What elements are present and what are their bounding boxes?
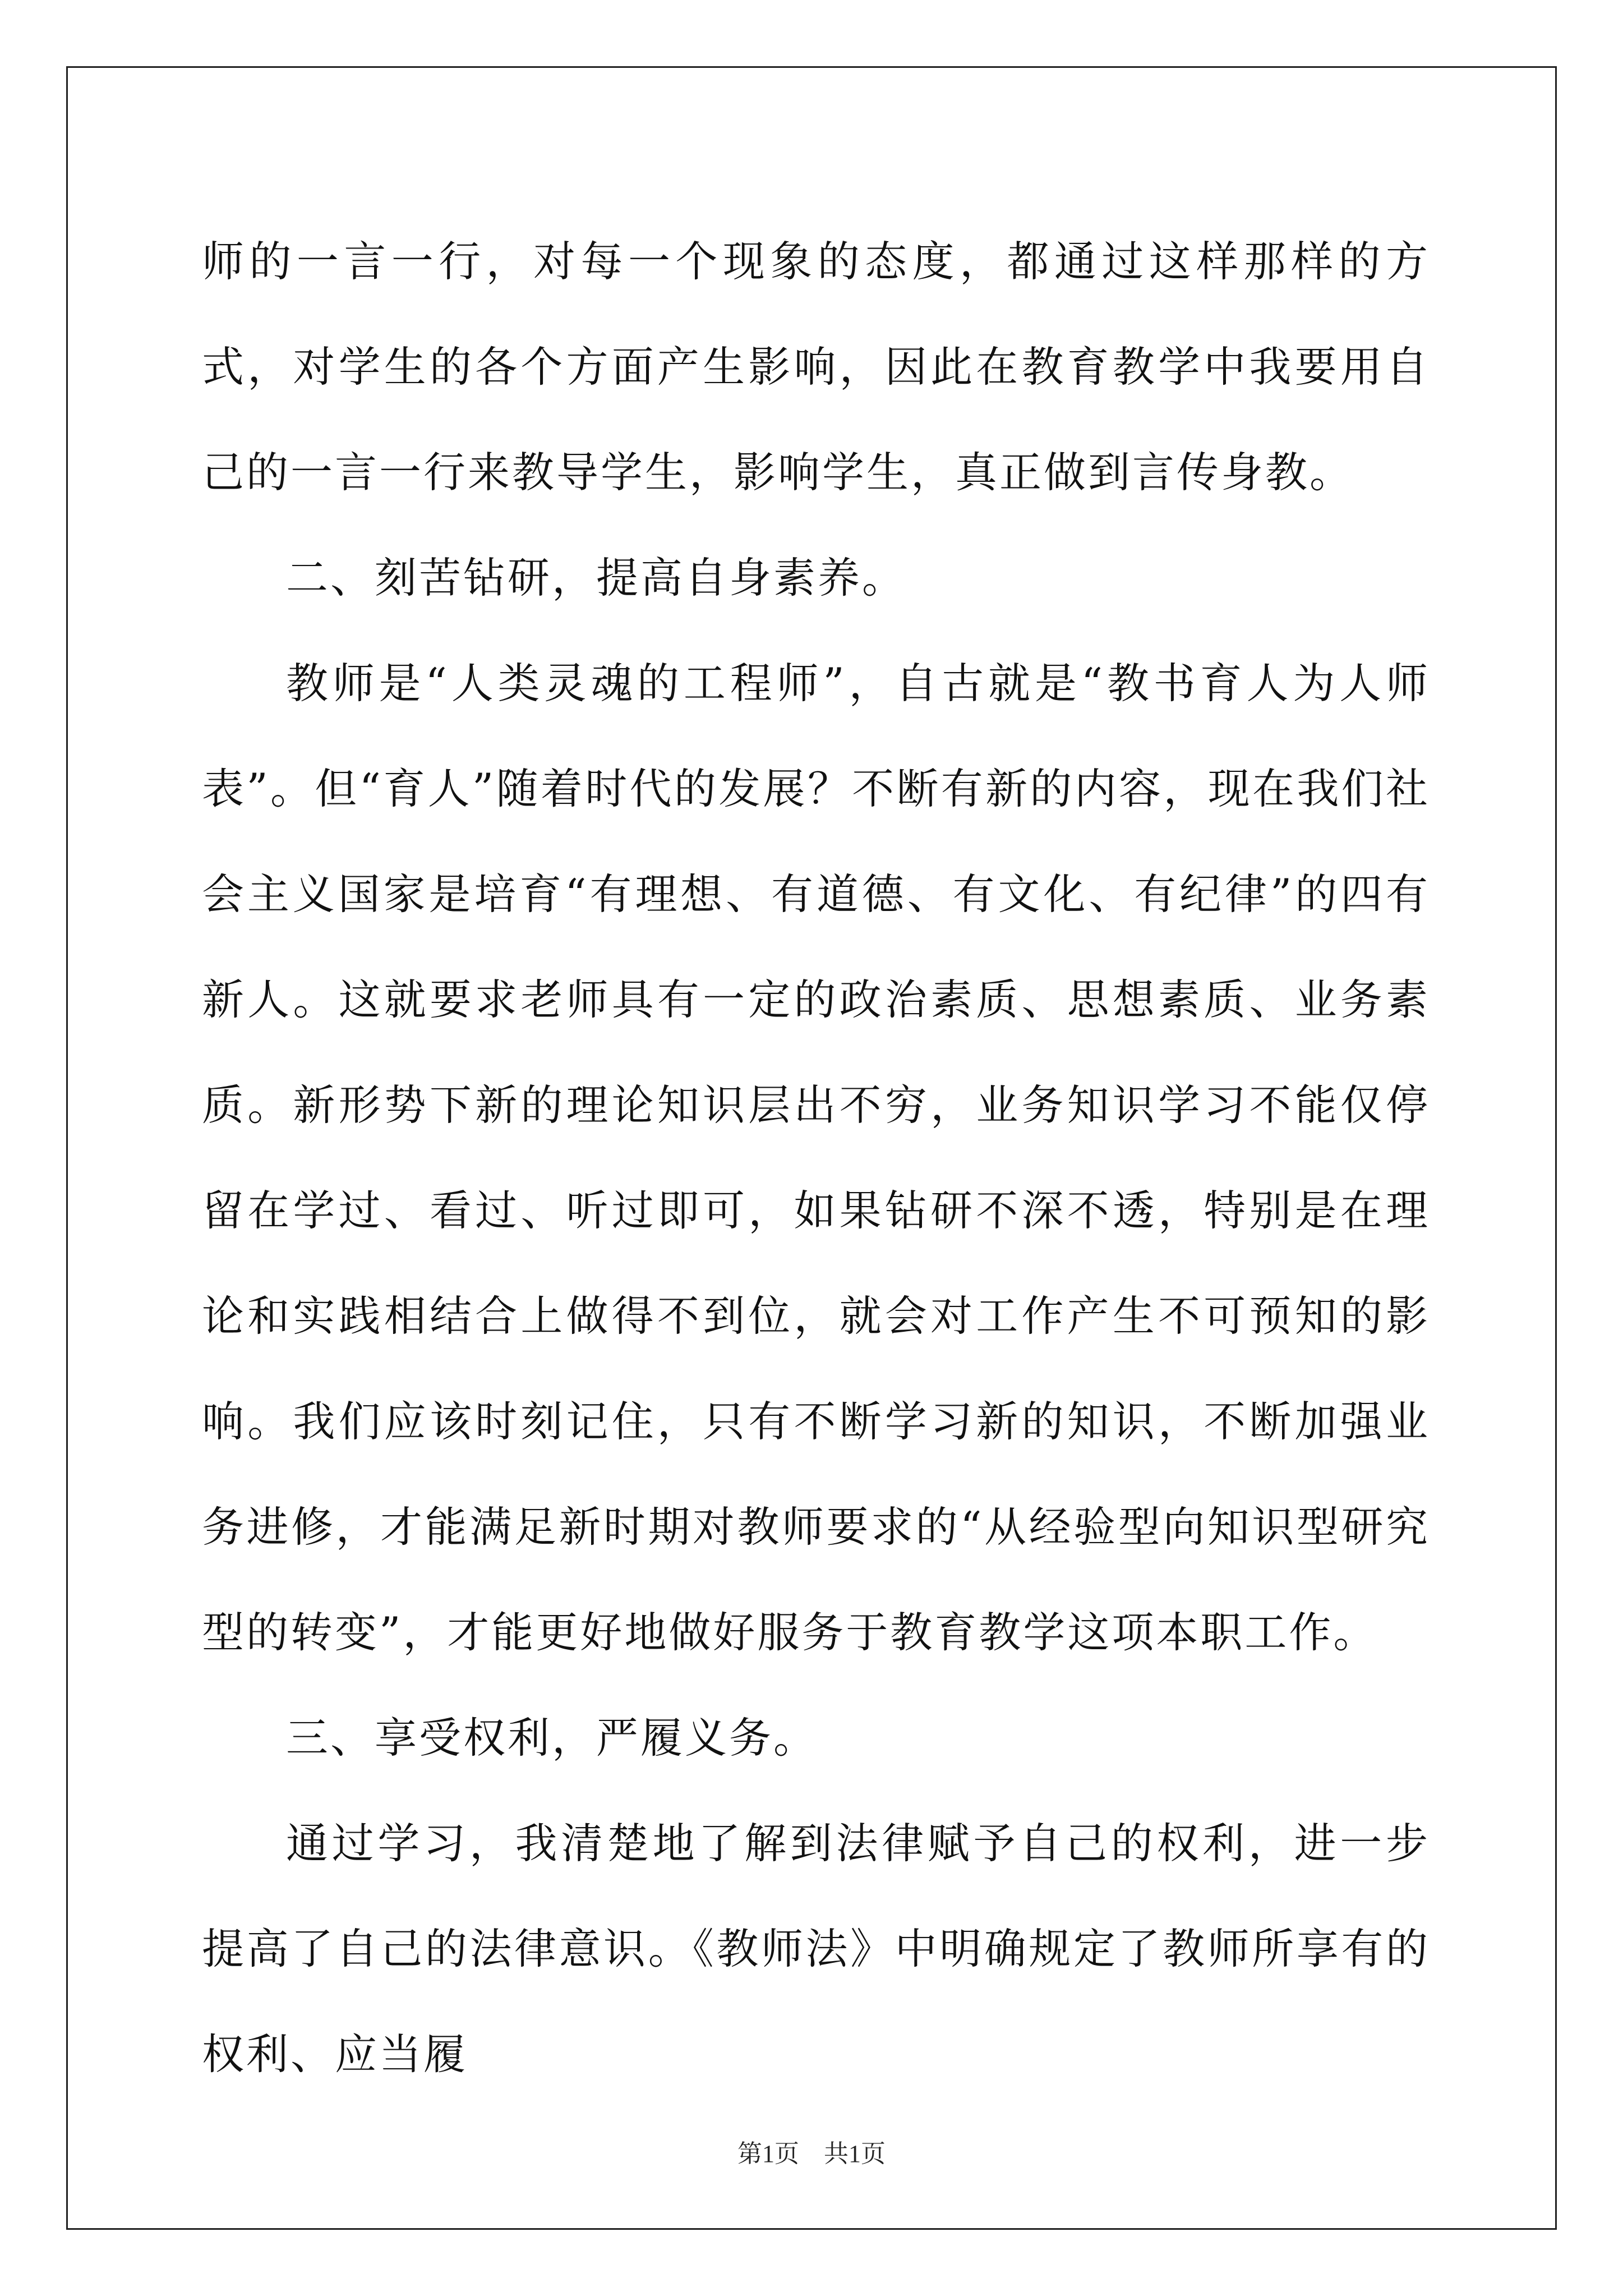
- paragraph-teacher-role: 教师是“人类灵魂的工程师”，自古就是“教书育人为人师表”。但“育人”随着时代的发展？不断有新的内容，现在我们社会主义国家是培育“有理想、有道德、有文化、有纪律”的四有新人。这就要求老师具有一定的政治素质、思想素质、业务素质。新形势下新的理论知识层出不穷，业务知识学习不能仅停留在学过、看过、听过即可，如果钻研不深不透，特别是在理论和实践相结合上做得不到位，就会对工作产生不可预知的影响。我们应该时刻记住，只有不断学习新的知识，不断加强业务进修，才能满足新时期对教师要求的“从经验型向知识型研究型的转变”，才能更好地做好服务于教育教学这项本职工作。: [202, 659, 1430, 1657]
- page-footer: 第1页 共1页: [737, 2140, 886, 2168]
- paragraph-continuation: 师的一言一行，对每一个现象的态度，都通过这样那样的方式，对学生的各个方面产生影响，因此在教育教学中我要用自己的一言一行来教导学生，影响学生，真正做到言传身教。: [202, 237, 1430, 497]
- paragraph-rights: 通过学习，我清楚地了解到法律赋予自己的权利，进一步提高了自己的法律意识。《教师法》中明确规定了教师所享有的权利、应当履: [202, 1819, 1430, 2079]
- document-body: [202, 209, 1430, 2107]
- section-heading-3: 三、享受权利，严履义务。: [286, 1713, 818, 1763]
- section-heading-2: 二、刻苦钻研，提高自身素养。: [286, 553, 907, 602]
